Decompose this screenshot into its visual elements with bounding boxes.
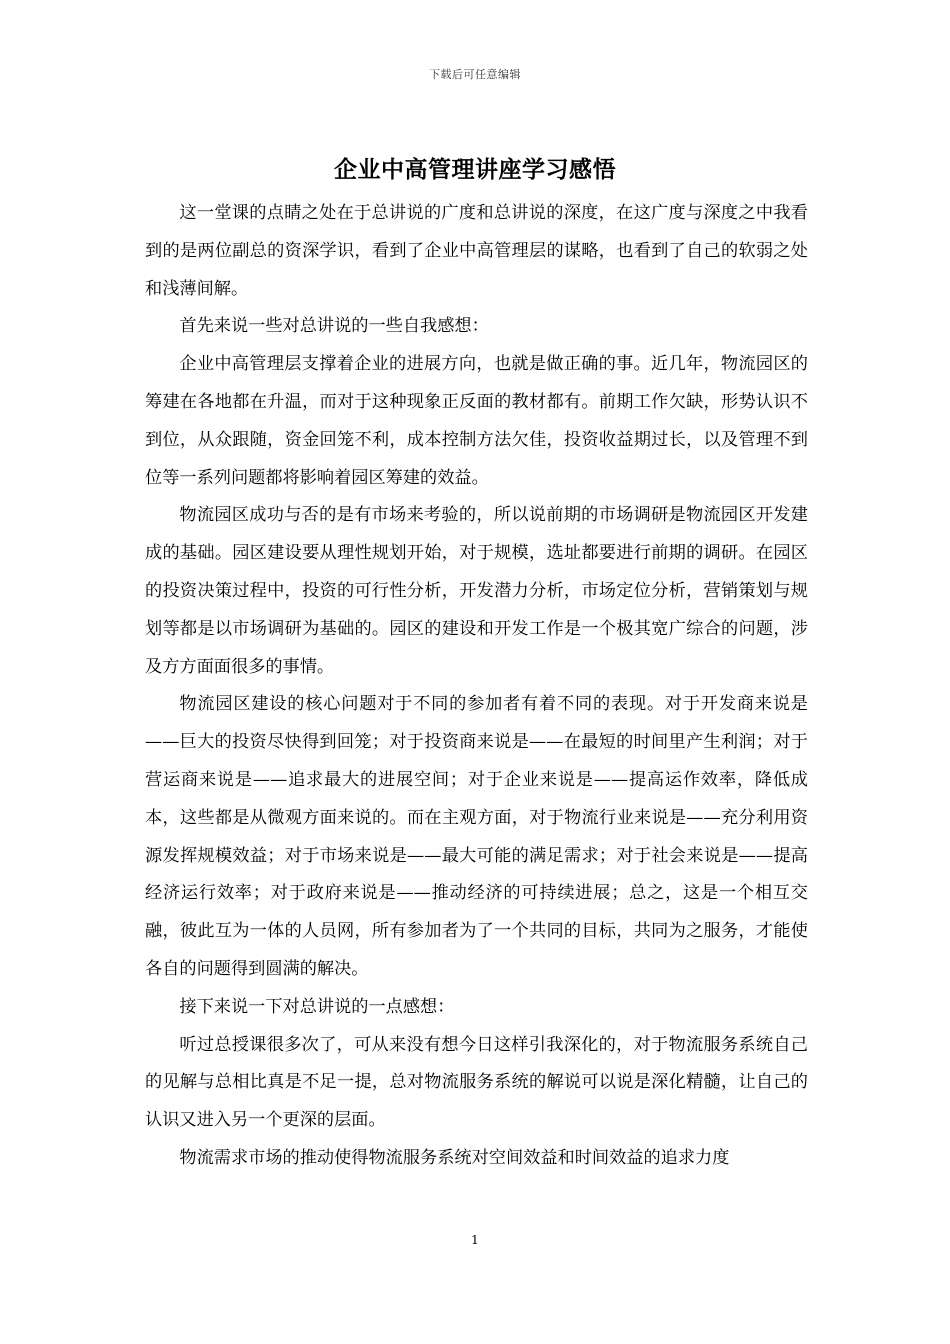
paragraph-service-system: 听过总授课很多次了，可从来没有想今日这样引我深化的，对于物流服务系统自己的见解与总相比真是不足一提，总对物流服务系统的解说可以说是深化精髓，让自己的认识又进入另一个更深的层面。 (145, 1034, 808, 1131)
paragraph-section-1-heading: 首先来说一些对总讲说的一些自我感想： (179, 316, 489, 337)
document-title: 企业中高管理讲座学习感悟 (334, 156, 616, 183)
page-number: 1 (471, 1233, 479, 1247)
paragraph-intro: 这一堂课的点睛之处在于总讲说的广度和总讲说的深度，在这广度与深度之中我看到的是两位副总的资深学识，看到了企业中高管理层的谋略，也看到了自己的软弱之处和浅薄间解。 (145, 203, 808, 299)
header-note: 下载后可任意编辑 (429, 68, 521, 81)
paragraph-market-research: 物流园区成功与否的是有市场来考验的，所以说前期的市场调研是物流园区开发建成的基础。园区建设要从理性规划开始，对于规模，选址都要进行前期的调研。在园区的投资决策过程中，投资的可行性分析，开发潜力分析，市场定位分析，营销策划与规划等都是以市场调研为基础的。园区的建设和开发工作是一个极其宽广综合的问题，涉及方方面面很多的事情。 (145, 505, 808, 677)
paragraph-management-direction: 企业中高管理层支撑着企业的进展方向，也就是做正确的事。近几年，物流园区的筹建在各地都在升温，而对于这种现象正反面的教材都有。前期工作欠缺，形势认识不到位，从众跟随，资金回笼不利，成本控制方法欠佳，投资收益期过长，以及管理不到位等一系列问题都将影响着园区筹建的效益。 (145, 354, 808, 488)
paragraph-demand-market: 物流需求市场的推动使得物流服务系统对空间效益和时间效益的追求力度 (179, 1147, 730, 1168)
paragraph-core-issues: 物流园区建设的核心问题对于不同的参加者有着不同的表现。对于开发商来说是——巨大的投资尽快得到回笼；对于投资商来说是——在最短的时间里产生利润；对于营运商来说是——追求最大的进展空间；对于企业来说是——提高运作效率，降低成本，这些都是从微观方面来说的。而在主观方面，对于物流行业来说是——充分利用资源发挥规模效益；对于市场来说是——最大可能的满足需求；对于社会来说是——提高经济运行效率；对于政府来说是——推动经济的可持续进展；总之，这是一个相互交融，彼此互为一体的人员网，所有参加者为了一个共同的目标，共同为之服务，才能使各自的问题得到圆满的解决。 (145, 694, 808, 979)
document-body (145, 195, 808, 1178)
paragraph-section-2-heading: 接下来说一下对总讲说的一点感想： (179, 996, 455, 1017)
